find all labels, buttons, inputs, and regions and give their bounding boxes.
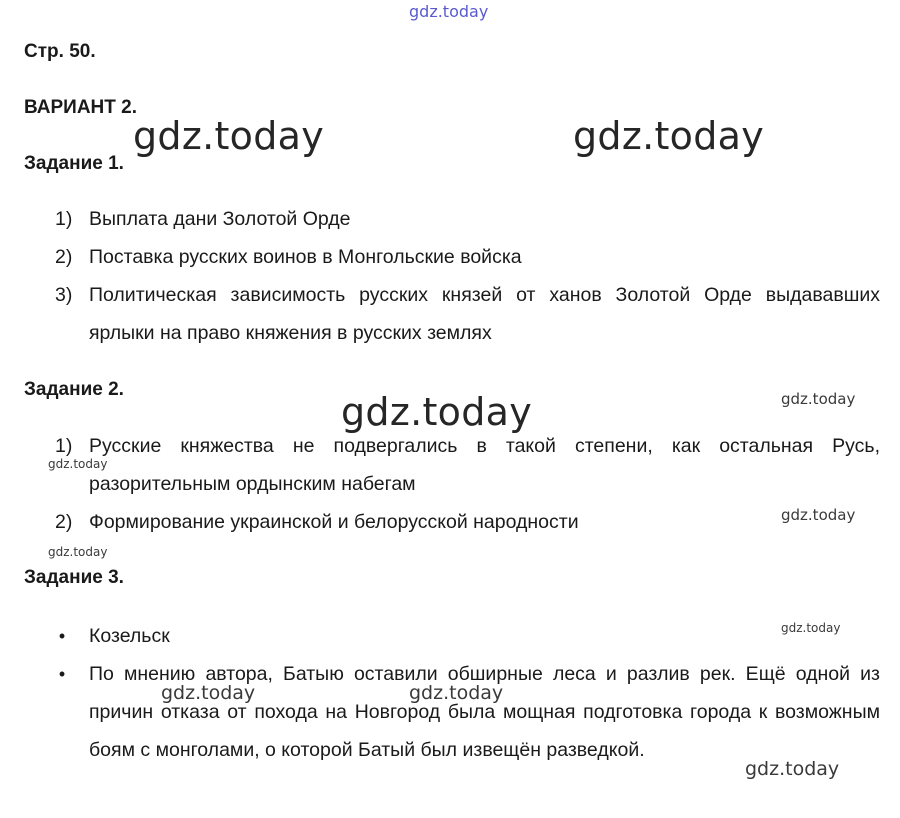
task-title: Задание 3. [24, 567, 124, 588]
page-label: Стр. 50. [24, 41, 96, 62]
list-item-text: Поставка русских воинов в Монгольские войска [89, 246, 522, 268]
list-item [0, 503, 900, 541]
watermark-top: gdz.today [409, 2, 489, 21]
watermark-small: gdz.today [781, 390, 856, 408]
task-title: Задание 2. [24, 379, 124, 400]
list-marker: 2) [55, 246, 73, 268]
watermark-small: gdz.today [48, 457, 108, 471]
watermark-large: gdz.today [573, 114, 765, 158]
watermark-large: gdz.today [133, 114, 325, 158]
list-item-text: Политическая зависимость русских князей от ханов Золотой Орде выдававших ярлыки на право княжения в русских землях [89, 284, 880, 344]
list-marker: 1) [55, 208, 73, 230]
list-marker: 1) [55, 435, 73, 457]
watermark-small: gdz.today [48, 545, 108, 559]
list-item [0, 617, 900, 655]
list-item [0, 655, 900, 807]
list-item-text: Формирование украинской и белорусской народности [89, 511, 579, 533]
list-item-text: Выплата дани Золотой Орде [89, 208, 351, 230]
watermark-large: gdz.today [341, 390, 533, 434]
list-marker: 2) [55, 511, 73, 533]
list-item [0, 200, 900, 238]
watermark-small: gdz.today [745, 758, 840, 780]
variant-heading: ВАРИАНТ 2. [24, 97, 137, 118]
bullet-marker: • [58, 626, 66, 646]
list-item-text: Козельск [89, 625, 170, 647]
bullet-marker: • [58, 664, 66, 684]
list-item [0, 238, 900, 276]
list-marker: 3) [55, 284, 73, 306]
list-item [0, 427, 900, 503]
list-item-text: По мнению автора, Батыю оставили обширные леса и разлив рек. Ещё одной из причин отказа от похода на Новгород была мощная подготовка города к возможным боям с монголами, о которой Батый был извещён разведкой. [89, 663, 880, 761]
task-title: Задание 1. [24, 153, 124, 174]
watermark-small: gdz.today [781, 621, 841, 635]
watermark-small: gdz.today [409, 682, 504, 704]
list-item-text: Русские княжества не подвергались в такой степени, как остальная Русь, разорительным ордынским набегам [89, 435, 880, 495]
watermark-small: gdz.today [781, 506, 856, 524]
list-item [0, 276, 900, 352]
watermark-small: gdz.today [161, 682, 256, 704]
